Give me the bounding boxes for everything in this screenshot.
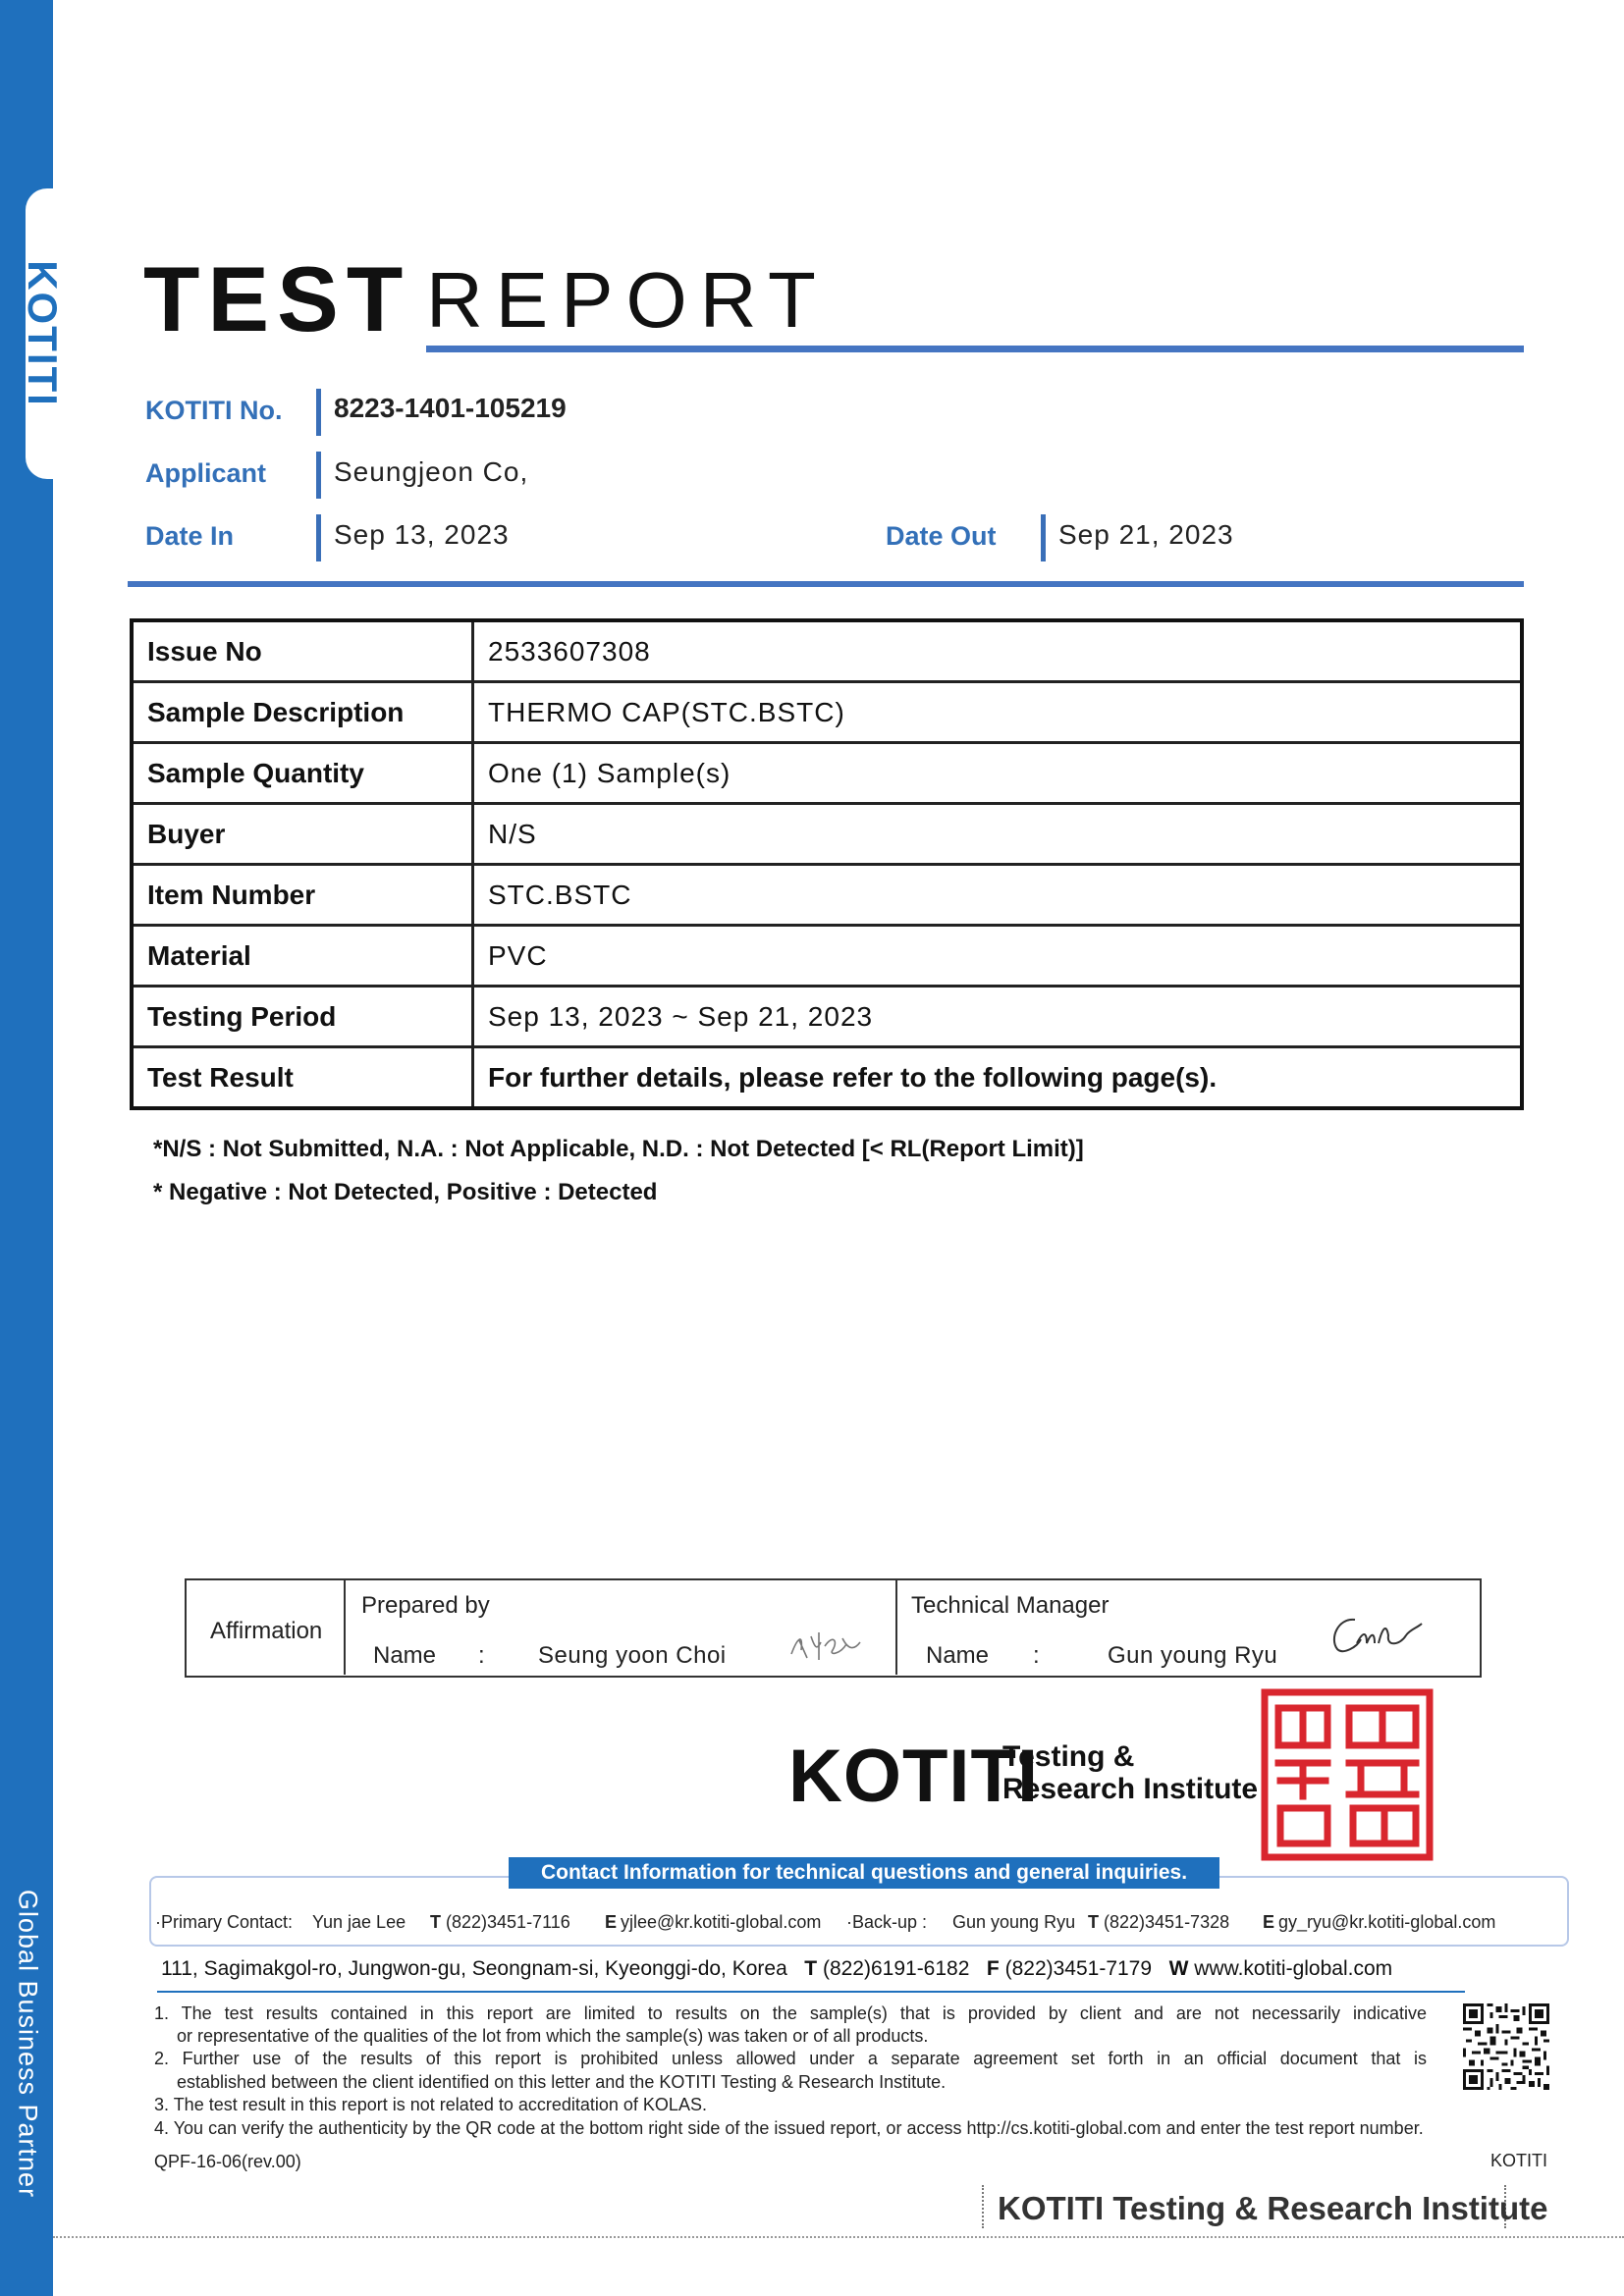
date-in-divider [316, 514, 321, 561]
prepared-name-colon: : [478, 1642, 485, 1669]
info-table [130, 618, 1524, 1110]
row-label-test-result: Test Result [132, 1047, 473, 1109]
prepared-signature [785, 1621, 864, 1666]
table-row [132, 1047, 1522, 1109]
table-row [132, 743, 1522, 804]
sidebar-tagline: Global Business Partner [13, 1889, 43, 2199]
footnote-2-line2: established between the client identified on this letter and the KOTITI Testing & Research Institute. [177, 2072, 947, 2092]
address-fax-label: F [986, 1957, 1000, 1980]
title-underline [426, 346, 1524, 352]
backup-phone-label: T [1088, 1912, 1099, 1932]
row-value-sample-description: THERMO CAP(STC.BSTC) [473, 682, 1523, 743]
row-value-sample-quantity: One (1) Sample(s) [473, 743, 1523, 804]
title-test: TEST [143, 247, 411, 350]
address-phone-label: T [804, 1957, 818, 1980]
row-label-testing-period: Testing Period [132, 987, 473, 1047]
row-label-buyer: Buyer [132, 804, 473, 865]
table-row [132, 987, 1522, 1047]
tech-name-label: Name [926, 1642, 990, 1669]
affirmation-label: Affirmation [210, 1618, 323, 1644]
date-in-label: Date In [145, 521, 235, 551]
row-value-testing-period: Sep 13, 2023 ~ Sep 21, 2023 [473, 987, 1523, 1047]
table-row [132, 804, 1522, 865]
primary-contact-label: ·Primary Contact: [155, 1912, 294, 1932]
brand-subtitle-line2: Research Institute [1002, 1773, 1259, 1805]
form-organization: KOTITI [1490, 2151, 1547, 2170]
footnote-4: 4. You can verify the authenticity by the QR code at the bottom right side of the issued report, or access http://cs.kotiti-global.com and enter the test report number. [154, 2118, 1424, 2138]
date-out-value: Sep 21, 2023 [1058, 519, 1234, 550]
footnote-3: 3. The test result in this report is not related to accreditation of KOLAS. [154, 2095, 707, 2114]
table-row [132, 926, 1522, 987]
address-fax: (822)3451-7179 [1004, 1957, 1153, 1980]
form-code: QPF-16-06(rev.00) [154, 2152, 301, 2171]
brand-subtitle-line1: Testing & [1002, 1740, 1135, 1773]
kotiti-no-value: 8223-1401-105219 [334, 393, 567, 423]
primary-email: yjlee@kr.kotiti-global.com [621, 1912, 822, 1932]
address-line [161, 1957, 1392, 1981]
applicant-value: Seungjeon Co, [334, 456, 529, 487]
row-value-issue-no: 2533607308 [473, 620, 1523, 682]
tech-name-value: Gun young Ryu [1108, 1642, 1278, 1669]
row-label-sample-description: Sample Description [132, 682, 473, 743]
row-label-item-number: Item Number [132, 865, 473, 926]
title-report: REPORT [426, 256, 829, 344]
backup-contact-label: ·Back-up : [846, 1912, 928, 1932]
primary-email-label: E [605, 1912, 618, 1932]
contact-banner: Contact Information for technical questions and general inquiries. [509, 1857, 1219, 1889]
address-web-label: W [1168, 1957, 1189, 1980]
affirmation-divider [895, 1579, 897, 1675]
prepared-name-label: Name [373, 1642, 437, 1669]
footnote-1-line1: 1. The test results contained in this report are limited to results on the sample(s) that is provided by client and are not necessarily indicative [154, 2003, 1427, 2023]
applicant-label: Applicant [145, 458, 267, 488]
primary-contact-name: Yun jae Lee [312, 1912, 406, 1932]
backup-email-label: E [1263, 1912, 1275, 1932]
official-seal [1259, 1686, 1435, 1863]
row-label-material: Material [132, 926, 473, 987]
date-in-value: Sep 13, 2023 [334, 519, 510, 550]
negative-positive-note: * Negative : Not Detected, Positive : Detected [153, 1179, 658, 1205]
primary-phone-label: T [430, 1912, 441, 1932]
footnote-1-line2: or representative of the qualities of the lot from which the sample(s) was taken or of all products. [177, 2026, 929, 2046]
address-web: www.kotiti-global.com [1194, 1957, 1393, 1980]
prepared-by-label: Prepared by [361, 1592, 490, 1619]
backup-email: gy_ryu@kr.kotiti-global.com [1278, 1912, 1496, 1932]
tech-signature [1327, 1610, 1426, 1659]
row-label-issue-no: Issue No [132, 620, 473, 682]
kotiti-no-divider [316, 389, 321, 436]
table-row [132, 682, 1522, 743]
applicant-divider [316, 452, 321, 499]
row-value-item-number: STC.BSTC [473, 865, 1523, 926]
bottom-dotted-rule [53, 2236, 1624, 2238]
primary-phone: (822)3451-7116 [446, 1912, 570, 1932]
abbreviation-note: *N/S : Not Submitted, N.A. : Not Applicable, N.D. : Not Detected [< RL(Report Limit)] [153, 1136, 1084, 1162]
prepared-name-value: Seung yoon Choi [538, 1642, 727, 1669]
brand-name: KOTITI [788, 1735, 1040, 1818]
date-out-label: Date Out [886, 521, 997, 551]
bottom-brand-box [982, 2185, 1548, 2228]
bottom-brand-text: KOTITI Testing & Research Institute [998, 2190, 1548, 2226]
affirmation-divider [344, 1579, 346, 1675]
header-rule [128, 581, 1524, 587]
address-rule [157, 1991, 1465, 1993]
row-value-buyer: N/S [473, 804, 1523, 865]
address-text: 111, Sagimakgol-ro, Jungwon-gu, Seongnam-si, Kyeonggi-do, Korea [161, 1957, 787, 1980]
tech-manager-label: Technical Manager [911, 1592, 1110, 1619]
row-value-material: PVC [473, 926, 1523, 987]
backup-contact-name: Gun young Ryu [952, 1912, 1076, 1932]
date-out-divider [1041, 514, 1046, 561]
row-label-sample-quantity: Sample Quantity [132, 743, 473, 804]
sidebar-logo: KOTITI [20, 260, 66, 407]
address-phone: (822)6191-6182 [822, 1957, 970, 1980]
table-row [132, 865, 1522, 926]
backup-phone: (822)3451-7328 [1104, 1912, 1230, 1932]
row-value-test-result: For further details, please refer to the following page(s). [488, 1061, 1218, 1093]
table-row [132, 620, 1522, 682]
kotiti-no-label: KOTITI No. [145, 396, 283, 425]
tech-name-colon: : [1033, 1642, 1040, 1669]
qr-code[interactable] [1463, 2003, 1549, 2090]
footnote-2-line1: 2. Further use of the results of this report is prohibited unless allowed under a separate agreement set forth in an official document that is [154, 2049, 1427, 2068]
